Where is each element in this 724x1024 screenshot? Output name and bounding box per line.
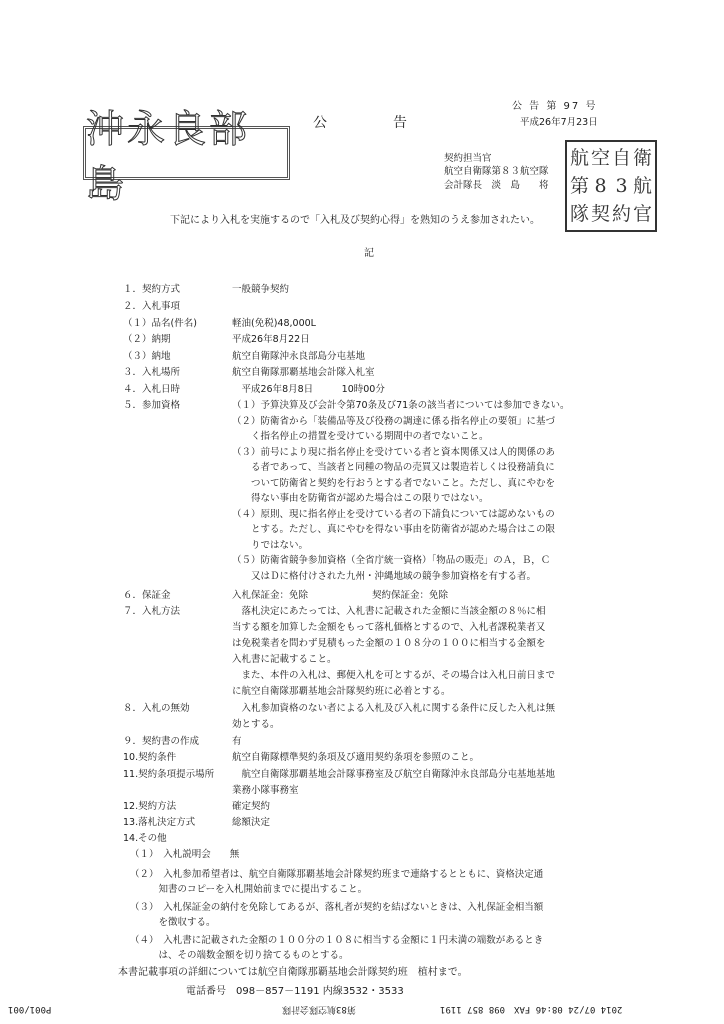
notice-date: 平成26年7月23日 xyxy=(520,117,598,128)
other-line: を徴収する。 xyxy=(130,917,216,928)
other-line: 知書のコピーを入札開始前までに提出すること。 xyxy=(130,884,368,895)
contract-unit: 航空自衛隊第８３航空隊 xyxy=(444,166,549,177)
qualification-line: く指名停止の措置を受けている期間中の者でないこと。 xyxy=(232,431,489,442)
qualification-line: （４）原則、現に指名停止を受けている者の下請負については認めないもの xyxy=(232,508,555,520)
item-value: 総額決定 xyxy=(232,817,271,828)
item-label: １．契約方式 xyxy=(123,284,181,295)
seal-char: 空 xyxy=(590,146,610,169)
seal-char: 3 xyxy=(615,174,628,197)
item-value: 一般競争契約 xyxy=(232,284,290,295)
item-value: 航空自衛隊那覇基地会計隊入札室 xyxy=(232,367,375,378)
method-line: 入札書に記載すること。 xyxy=(232,654,337,665)
fax-footer-right: 2014 07/24 08:46 FAX 098 857 1191 xyxy=(440,1004,623,1014)
seal-char: 第 xyxy=(569,174,589,197)
phone-line: 電話番号 098－857－1191 内線3532・3533 xyxy=(186,986,404,997)
official-seal xyxy=(565,140,657,232)
method-line: に航空自衛隊那覇基地会計隊契約班に必着とする。 xyxy=(232,686,451,697)
qualification-line: りではない。 xyxy=(232,539,309,551)
seal-char: 官 xyxy=(632,202,652,225)
item-label: 14.その他 xyxy=(123,833,167,844)
seal-char: 衛 xyxy=(632,146,652,169)
invalid-line: 効とする。 xyxy=(232,719,280,730)
item-value: 業務小隊事務室 xyxy=(232,785,299,796)
seal-char: 自 xyxy=(611,146,631,169)
item-value: 航空自衛隊標準契約条項及び適用契約条項を参照のこと。 xyxy=(232,752,480,763)
item-label: （３）納地 xyxy=(123,351,171,362)
item-label: （１）品名(件名) xyxy=(123,318,197,329)
method-line: は免税業者を問わず見積もった金額の１０８分の１００に相当する金額を xyxy=(232,638,546,649)
ki-heading: 記 xyxy=(364,248,374,259)
item-label: 10.契約条件 xyxy=(123,752,177,763)
contract-deposit: 契約保証金：免除 xyxy=(372,590,449,601)
seal-char: 8 xyxy=(594,174,607,197)
method-label: ７．入札方法 xyxy=(123,606,181,617)
deposit-label: ６．保証金 xyxy=(123,590,171,601)
qualification-line: 得ない事由を防衛省が認めた場合はこの限りではない。 xyxy=(232,493,489,504)
qualification-line: （５）防衛省競争参加資格（全省庁統一資格）「物品の販売」のＡ，Ｂ，Ｃ xyxy=(232,555,551,566)
seal-char: 航 xyxy=(569,146,589,169)
item-label: 11.契約条項提示場所 xyxy=(123,769,215,780)
item-label: ５．参加資格 xyxy=(123,400,181,411)
seal-char: 航 xyxy=(632,174,652,197)
qualification-line: （１）予算決算及び会計令第70条及び71条の該当者については参加できない。 xyxy=(232,400,570,411)
place-stamp-text: 沖永良部島 xyxy=(86,107,251,206)
item-label: 13.落札決定方式 xyxy=(123,817,196,828)
item-label: ３．入札場所 xyxy=(123,367,181,378)
item-label: ２．入札事項 xyxy=(123,301,181,312)
item-label: ４．入札日時 xyxy=(123,384,181,395)
item-label: 12.契約方法 xyxy=(123,801,177,812)
item-value: 有 xyxy=(232,736,242,747)
method-line: 当する額を加算した金額をもって落札価格とするので、入札者課税業者又 xyxy=(232,622,546,633)
item-value: 平成26年8月8日 10時00分 xyxy=(232,384,385,395)
item-value: 平成26年8月22日 xyxy=(232,334,310,345)
qualification-line: （２）防衛省から「装備品等及び役務の調達に係る指名停止の要領」に基づ xyxy=(232,415,556,427)
item-value: 航空自衛隊沖永良部島分屯基地 xyxy=(232,351,366,362)
notice-number: 公 告 第 97 号 xyxy=(512,101,598,112)
seal-char: 約 xyxy=(611,202,631,225)
qualification-line: る者であって、当該者と同種の物品の売買又は製造若しくは役務請負に xyxy=(232,462,555,473)
other-line: （２） 入札参加希望者は、航空自衛隊那覇基地会計隊契約班まで連絡するとともに、資格決定通 xyxy=(130,869,544,880)
item-value: 航空自衛隊那覇基地会計隊事務室及び航空自衛隊沖永良部島分屯基地基地 xyxy=(232,769,556,780)
bid-deposit: 入札保証金：免除 xyxy=(232,590,309,601)
invalid-line: 入札参加資格のない者による入札及び入札に関する条件に反した入札は無 xyxy=(232,703,556,714)
qualification-line: ついて防衛省と契約を行おうとする者でないこと。ただし、真にやむを xyxy=(232,477,556,489)
intro-text: 下記により入札を実施するので「入札及び契約心得」を熟知のうえ参加されたい。 xyxy=(170,215,540,226)
seal-char: 契 xyxy=(590,202,610,225)
item-label: （２）納期 xyxy=(123,334,171,345)
other-line: は、その端数金額を切り捨てるものとする。 xyxy=(130,950,349,961)
contact-line: 本書記載事項の詳細については航空自衛隊那覇基地会計隊契約班 植村まで。 xyxy=(118,967,468,978)
item-value: 確定契約 xyxy=(232,801,271,812)
notice-title: 公 告 xyxy=(313,115,413,131)
qualification-line: とする。ただし、真にやむを得ない事由を防衛省が認めた場合はこの限 xyxy=(232,524,556,535)
seal-char: 隊 xyxy=(569,202,589,225)
place-stamp xyxy=(83,107,290,206)
item-value: 軽油(免税)48,000L xyxy=(232,318,316,329)
fax-footer-left: P001/001 xyxy=(8,1004,52,1014)
other-line: （４） 入札書に記載された金額の１００分の１０８に相当する金額に１円未満の端数があるとき xyxy=(130,935,544,946)
fax-footer-center: 第83航空隊会計隊 xyxy=(282,1004,356,1014)
method-line: 落札決定にあたっては、入札書に記載された金額に当該金額の８％に相 xyxy=(232,606,546,617)
item-label: ９．契約書の作成 xyxy=(123,736,200,747)
qualification-line: （３）前号により現に指名停止を受けている者と資本関係又は人的関係のあ xyxy=(232,446,556,458)
contract-officer-title: 契約担当官 xyxy=(444,153,492,164)
other-line: （３） 入札保証金の納付を免除してあるが、落札者が契約を結ばないときは、入札保証金相当額 xyxy=(130,902,544,913)
invalid-label: ８．入札の無効 xyxy=(123,703,190,714)
method-line: また、本件の入札は、郵便入札を可とするが、その場合は入札日前日まで xyxy=(232,670,556,681)
qualification-line: 又はＤに格付けされた九州・沖縄地域の競争参加資格を有する者。 xyxy=(232,570,537,582)
other-line: （１） 入札説明会 無 xyxy=(130,849,240,860)
contract-accountant: 会計隊長 淡 島 将 xyxy=(444,180,549,191)
